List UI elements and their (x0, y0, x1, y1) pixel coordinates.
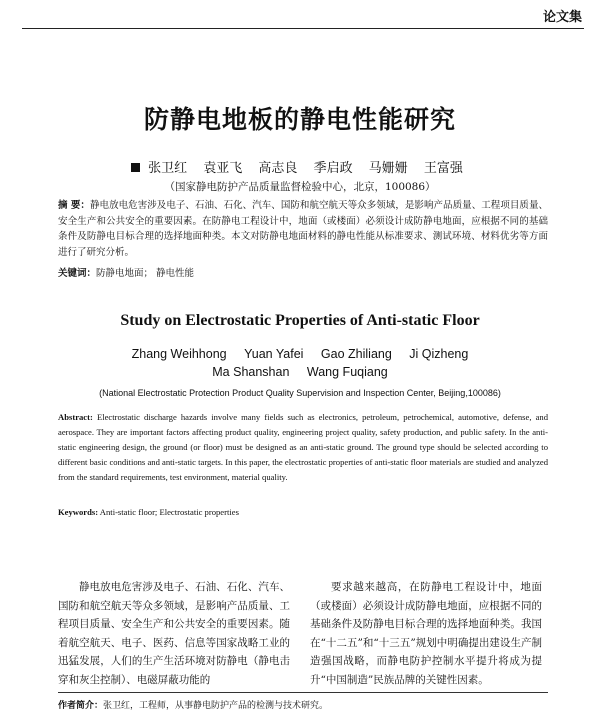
author-footnote (58, 698, 558, 711)
footnote-text: 张卫红，工程师，从事静电防护产品的检测与技术研究。 (103, 701, 329, 711)
keywords-text-en: Anti-static floor; Electrostatic properties (99, 507, 239, 517)
author-en: Ji Qizheng (409, 347, 469, 361)
footnote-label: 作者简介： (58, 701, 104, 711)
abstract-label-en: Abstract: (58, 412, 93, 422)
section-label: 论文集 (542, 10, 582, 25)
author-en: Wang Fuqiang (306, 365, 388, 379)
keywords-text-zh: 防静电地面； 静电性能 (96, 268, 195, 279)
affiliation-en: (National Electrostatic Protection Product Quality Supervision and Inspection Center, Beijing,100086) (99, 388, 501, 398)
abstract-zh (58, 198, 548, 260)
keywords-zh (58, 265, 548, 279)
paper-title-en: Study on Electrostatic Properties of Anti-static Floor (120, 312, 480, 329)
author-en: Zhang Weihhong (131, 347, 227, 361)
author-zh: 张卫红 (148, 161, 188, 176)
authors-en-line1 (0, 345, 600, 363)
author-zh: 马姗姗 (368, 161, 408, 176)
body-column-right: 要求越来越高，在防静电工程设计中，地面（或楼面）必须设计成防静电地面，应根据不同的基础条件及防静电目标合理的选择地面种类。我国在“十二五”和“十三五”规划中明确提出建设生产制造强国战略，而静电防护控制水平提升将成为提升“中国制造”民族品牌的关键性因素。 (310, 581, 542, 686)
author-en: Ma Shanshan (212, 365, 290, 379)
keywords-label-en: Keywords: (58, 507, 99, 517)
abstract-text-zh: 静电放电危害涉及电子、石油、石化、汽车、国防和航空航天等众多领域，是影响产品质量、工程项目质量、安全生产和公共安全的重要因素。在防静电工程设计中，地面（或楼面）必须设计成防静电地面，应根据不同的基础条件及防静电目标合理的选择地面种类。本文对防静电地面材料的静电性能从标准要求、测试环境、材料优劣等方面进行了研究分析。 (58, 200, 548, 258)
abstract-label-zh: 摘 要： (58, 200, 90, 211)
affiliation-zh: （国家静电防护产品质量监督检验中心，北京，100086） (164, 181, 436, 193)
author-zh: 袁亚飞 (203, 161, 243, 176)
author-en: Yuan Yafei (244, 347, 304, 361)
footnote-rule (58, 692, 548, 693)
author-en: Gao Zhiliang (320, 347, 392, 361)
header-rule (22, 28, 584, 29)
paper-title-zh: 防静电地板的静电性能研究 (143, 105, 456, 134)
author-zh: 高志良 (258, 161, 298, 176)
author-zh: 王富强 (423, 161, 463, 176)
author-marker-square (131, 163, 140, 172)
authors-zh (0, 157, 600, 176)
authors-en-line2 (0, 363, 600, 381)
body-column-left: 静电放电危害涉及电子、石油、石化、汽车、国防和航空航天等众多领域，是影响产品质量、工程项目质量、安全生产和公共安全的重要因素。随着航空航天、电子、医药、信息等国家战略工业的迅猛发展，人们的生产生活环境对防静电（静电击穿和灰尘控制）、电磁屏蔽功能的 (58, 581, 290, 686)
abstract-text-en: Electrostatic discharge hazards involve many fields such as electronics, petroleum, petrochemical, automotive, defense, and aerospace. They are important factors affecting product quality, engineering project quality, safety production, and public safety. In the anti-static engineering design, the ground (or floor) must be designed as an anti-static ground. The ground type should be selected according to different basic conditions and anti-static targets. In this paper, the electrostatic properties of anti-static floor materials are studied and analyzed from the standard requirements, test environment, material quality. (58, 412, 548, 482)
abstract-en (58, 410, 548, 485)
keywords-en (58, 507, 548, 517)
authors-en (0, 345, 600, 381)
author-zh: 季启政 (313, 161, 353, 176)
keywords-label-zh: 关键词： (58, 268, 97, 279)
